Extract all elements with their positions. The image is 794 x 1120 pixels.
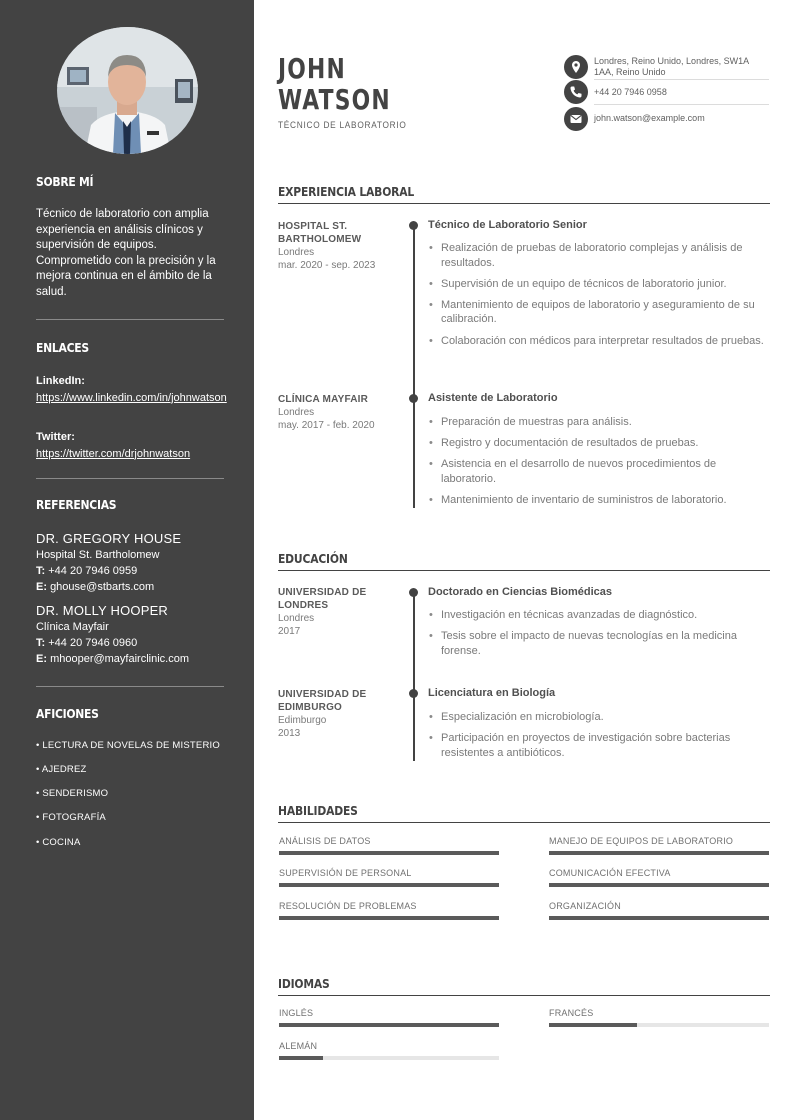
list-item: • Participación en proyectos de investigación sobre bacterias resistentes a antibióticos. bbox=[428, 731, 770, 760]
section-divider bbox=[278, 995, 770, 996]
education-bullets bbox=[428, 710, 770, 767]
education-location: Edimburgo bbox=[278, 715, 327, 726]
section-divider bbox=[278, 203, 770, 204]
hobbies-heading: AFICIONES bbox=[36, 707, 99, 721]
hobby-item: • COCINA bbox=[36, 837, 81, 848]
reference-phone-label: T: bbox=[36, 636, 46, 649]
hobby-item: • AJEDREZ bbox=[36, 764, 87, 775]
language-bar bbox=[279, 1056, 499, 1060]
location-pin-icon bbox=[564, 55, 588, 79]
skill-bar bbox=[549, 883, 769, 887]
experience-heading: EXPERIENCIA LABORAL bbox=[278, 184, 415, 199]
skill-item bbox=[279, 901, 499, 920]
experience-dates: may. 2017 - feb. 2020 bbox=[278, 420, 375, 431]
education-bullets bbox=[428, 608, 770, 665]
education-org: UNIVERSIDAD DE LONDRES bbox=[278, 587, 367, 611]
skill-bar bbox=[549, 916, 769, 920]
education-entry-meta bbox=[278, 688, 393, 740]
education-degree: Licenciatura en Biología bbox=[428, 687, 556, 699]
reference-email: ghouse@stbarts.com bbox=[50, 580, 155, 593]
last-name: WATSON bbox=[278, 83, 391, 116]
phone-icon bbox=[564, 80, 588, 104]
skills-heading: HABILIDADES bbox=[278, 803, 358, 818]
skill-item bbox=[279, 836, 499, 855]
skill-bar-fill bbox=[279, 916, 499, 920]
list-item: • Registro y documentación de resultados de pruebas. bbox=[428, 436, 770, 451]
profile-photo bbox=[57, 27, 198, 154]
experience-org: CLÍNICA MAYFAIR bbox=[278, 394, 369, 405]
list-item: • Supervisión de un equipo de técnicos de laboratorio junior. bbox=[428, 277, 770, 292]
experience-org: HOSPITAL ST. BARTHOLOMEW bbox=[278, 221, 362, 245]
reference-item bbox=[36, 603, 226, 667]
language-item bbox=[279, 1008, 499, 1027]
contact-email[interactable]: john.watson@example.com bbox=[594, 113, 705, 123]
reference-phone-label: T: bbox=[36, 564, 46, 577]
skill-label: SUPERVISIÓN DE PERSONAL bbox=[279, 868, 412, 878]
skill-item bbox=[279, 868, 499, 887]
language-label: FRANCÉS bbox=[549, 1008, 594, 1018]
experience-bullets bbox=[428, 415, 770, 514]
list-item: • Colaboración con médicos para interpretar resultados de pruebas. bbox=[428, 334, 770, 349]
reference-email-label: E: bbox=[36, 580, 47, 593]
skill-label: MANEJO DE EQUIPOS DE LABORATORIO bbox=[549, 836, 734, 846]
linkedin-url[interactable]: https://www.linkedin.com/in/johnwatson bbox=[36, 391, 227, 404]
education-entry-meta bbox=[278, 586, 393, 638]
language-item bbox=[279, 1041, 499, 1060]
list-item: • Preparación de muestras para análisis. bbox=[428, 415, 770, 430]
skill-bar-fill bbox=[279, 883, 499, 887]
list-item: • Asistencia en el desarrollo de nuevos procedimientos de laboratorio. bbox=[428, 457, 770, 486]
skill-label: ANÁLISIS DE DATOS bbox=[279, 836, 371, 846]
twitter-label: Twitter: bbox=[36, 431, 75, 443]
about-heading: SOBRE MÍ bbox=[36, 175, 94, 189]
education-dates: 2013 bbox=[278, 728, 301, 739]
timeline-dot bbox=[409, 221, 418, 230]
list-item: • Especialización en microbiología. bbox=[428, 710, 770, 725]
sidebar bbox=[0, 0, 254, 1120]
section-divider bbox=[278, 570, 770, 571]
language-bar bbox=[279, 1023, 499, 1027]
about-text: Técnico de laboratorio con amplia experiencia en análisis clínicos y supervisión de equipos. Comprometido con la precisión y la mejora continua en el ámbito de la salud. bbox=[36, 208, 216, 298]
sidebar-divider bbox=[36, 686, 224, 687]
hobby-item: • FOTOGRAFÍA bbox=[36, 812, 106, 823]
languages-heading: IDIOMAS bbox=[278, 976, 330, 991]
experience-entry-meta bbox=[278, 393, 393, 432]
skill-bar bbox=[549, 851, 769, 855]
skill-bar-fill bbox=[549, 916, 769, 920]
list-item: • Realización de pruebas de laboratorio complejas y análisis de resultados. bbox=[428, 241, 770, 270]
timeline-dot bbox=[409, 588, 418, 597]
education-dates: 2017 bbox=[278, 626, 301, 637]
reference-phone: +44 20 7946 0959 bbox=[48, 564, 138, 577]
language-label: INGLÉS bbox=[279, 1008, 314, 1018]
reference-phone: +44 20 7946 0960 bbox=[48, 636, 138, 649]
skill-bar bbox=[279, 916, 499, 920]
reference-email: mhooper@mayfairclinic.com bbox=[50, 652, 189, 665]
timeline-dot bbox=[409, 689, 418, 698]
link-twitter bbox=[36, 430, 224, 461]
reference-org: Hospital St. Bartholomew bbox=[36, 548, 160, 561]
skill-item bbox=[549, 868, 769, 887]
experience-bullets bbox=[428, 241, 770, 355]
contact-divider bbox=[594, 79, 769, 80]
list-item: • Mantenimiento de equipos de laboratorio y aseguramiento de su calibración. bbox=[428, 298, 770, 327]
language-label: ALEMÁN bbox=[279, 1041, 318, 1051]
skill-bar-fill bbox=[549, 883, 769, 887]
experience-role: Técnico de Laboratorio Senior bbox=[428, 219, 587, 231]
timeline-dot bbox=[409, 394, 418, 403]
language-item bbox=[549, 1008, 769, 1027]
first-name: JOHN bbox=[278, 52, 346, 85]
experience-entry-meta bbox=[278, 220, 393, 272]
sidebar-divider bbox=[36, 319, 224, 320]
job-title: TÉCNICO DE LABORATORIO bbox=[278, 120, 407, 130]
skill-bar bbox=[279, 883, 499, 887]
education-org: UNIVERSIDAD DE EDIMBURGO bbox=[278, 689, 367, 713]
references-heading: REFERENCIAS bbox=[36, 498, 117, 512]
education-degree: Doctorado en Ciencias Biomédicas bbox=[428, 586, 612, 598]
section-divider bbox=[278, 822, 770, 823]
experience-location: Londres bbox=[278, 247, 315, 258]
reference-name: DR. GREGORY HOUSE bbox=[36, 531, 182, 546]
language-bar bbox=[549, 1023, 769, 1027]
education-heading: EDUCACIÓN bbox=[278, 551, 348, 566]
contact-phone[interactable]: +44 20 7946 0958 bbox=[594, 87, 667, 97]
education-location: Londres bbox=[278, 613, 315, 624]
skill-bar-fill bbox=[279, 851, 499, 855]
reference-email-label: E: bbox=[36, 652, 47, 665]
list-item: • Tesis sobre el impacto de nuevas tecnologías en la medicina forense. bbox=[428, 629, 770, 658]
education-timeline bbox=[413, 592, 415, 761]
language-bar-fill bbox=[549, 1023, 637, 1027]
contact-address: Londres, Reino Unido, Londres, SW1A 1AA, Reino Unido bbox=[594, 56, 749, 77]
twitter-url[interactable]: https://twitter.com/drjohnwatson bbox=[36, 447, 191, 460]
contact-divider bbox=[594, 104, 769, 105]
list-item: • Investigación en técnicas avanzadas de diagnóstico. bbox=[428, 608, 770, 623]
language-bar-fill bbox=[279, 1023, 499, 1027]
skill-label: COMUNICACIÓN EFECTIVA bbox=[549, 868, 671, 878]
skill-label: RESOLUCIÓN DE PROBLEMAS bbox=[279, 901, 417, 911]
list-item: • Mantenimiento de inventario de suministros de laboratorio. bbox=[428, 493, 770, 508]
skill-item bbox=[549, 836, 769, 855]
reference-org: Clínica Mayfair bbox=[36, 620, 109, 633]
linkedin-label: LinkedIn: bbox=[36, 375, 85, 387]
experience-role: Asistente de Laboratorio bbox=[428, 392, 558, 404]
experience-timeline bbox=[413, 225, 415, 508]
reference-name: DR. MOLLY HOOPER bbox=[36, 603, 169, 618]
sidebar-divider bbox=[36, 478, 224, 479]
skill-bar-fill bbox=[549, 851, 769, 855]
experience-dates: mar. 2020 - sep. 2023 bbox=[278, 260, 376, 271]
email-icon bbox=[564, 107, 588, 131]
reference-item bbox=[36, 531, 226, 595]
hobby-item: • LECTURA DE NOVELAS DE MISTERIO bbox=[36, 740, 220, 751]
skill-bar bbox=[279, 851, 499, 855]
link-linkedin bbox=[36, 374, 227, 405]
skill-label: ORGANIZACIÓN bbox=[549, 901, 621, 911]
skill-item bbox=[549, 901, 769, 920]
links-heading: ENLACES bbox=[36, 341, 89, 355]
experience-location: Londres bbox=[278, 407, 315, 418]
hobby-item: • SENDERISMO bbox=[36, 788, 109, 799]
language-bar-fill bbox=[279, 1056, 323, 1060]
